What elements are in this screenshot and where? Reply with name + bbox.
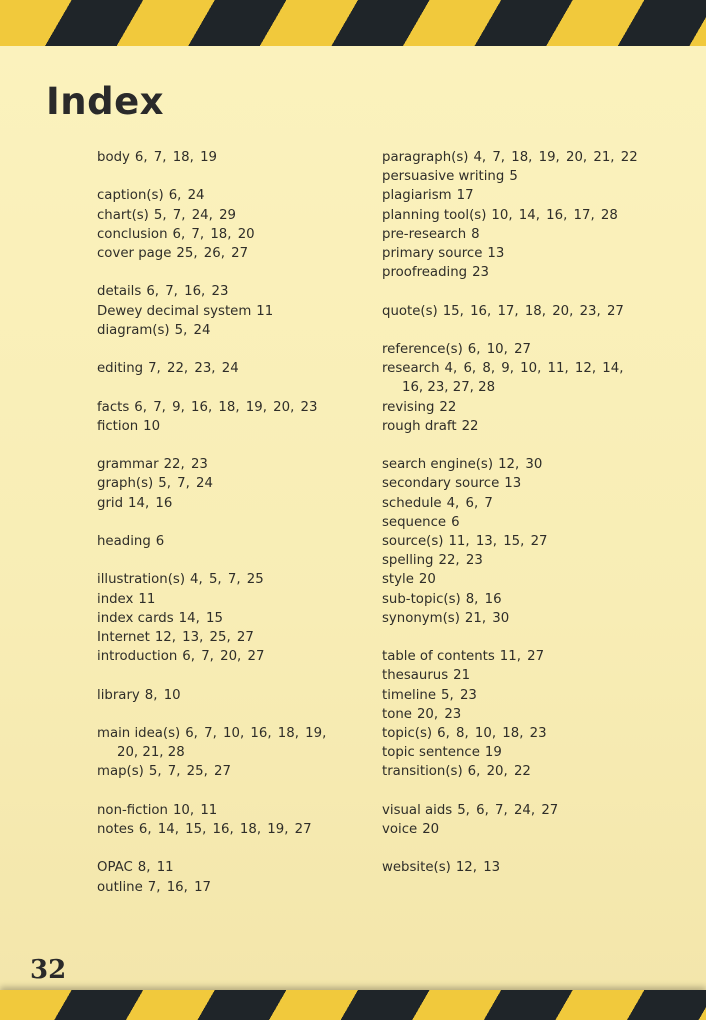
index-term: heading xyxy=(97,533,151,549)
index-entry xyxy=(382,820,662,839)
index-term: chart(s) xyxy=(97,207,149,223)
index-entry xyxy=(382,244,662,263)
index-term: caption(s) xyxy=(97,188,164,204)
index-entry xyxy=(97,244,367,263)
index-term: Dewey decimal system xyxy=(97,303,252,319)
index-pages: 7, 16, 17 xyxy=(147,879,211,895)
index-entry xyxy=(382,186,662,205)
page-number: 32 xyxy=(30,955,67,985)
index-pages: 5, 7, 24, 29 xyxy=(153,207,236,223)
index-entry xyxy=(382,858,662,877)
entry-gap xyxy=(97,551,367,570)
entry-gap xyxy=(97,839,367,858)
index-entry xyxy=(97,359,367,378)
index-entry xyxy=(382,705,662,724)
entry-gap xyxy=(382,628,662,647)
index-entry-continuation: 20, 21, 28 xyxy=(117,745,185,761)
entry-gap xyxy=(97,782,367,801)
index-term: sequence xyxy=(382,514,447,530)
index-pages: 14, 15 xyxy=(178,610,223,626)
index-pages: 12, 30 xyxy=(498,457,543,473)
index-entry xyxy=(382,302,662,321)
entry-gap xyxy=(97,378,367,397)
hazard-stripe-bottom xyxy=(0,990,706,1020)
index-entry xyxy=(382,455,662,474)
index-pages: 4, 5, 7, 25 xyxy=(190,572,264,588)
index-term: Internet xyxy=(97,629,150,645)
index-entry xyxy=(97,455,367,474)
index-term: source(s) xyxy=(382,534,444,550)
index-term: table of contents xyxy=(382,649,495,665)
index-pages: 4, 7, 18, 19, 20, 21, 22 xyxy=(473,150,638,165)
index-pages: 5, 7, 25, 27 xyxy=(148,764,231,780)
index-term: synonym(s) xyxy=(382,610,460,626)
index-entry xyxy=(97,474,367,493)
index-entry xyxy=(382,206,662,225)
index-entry xyxy=(97,686,367,705)
index-entry xyxy=(97,590,367,609)
index-term: voice xyxy=(382,822,418,838)
index-pages: 15, 16, 17, 18, 20, 23, 27 xyxy=(442,303,624,319)
index-entry xyxy=(97,858,367,877)
index-term: persuasive writing xyxy=(382,169,505,185)
index-entry xyxy=(382,225,662,244)
index-term: research xyxy=(382,361,440,377)
index-entry xyxy=(97,532,367,551)
index-term: paragraph(s) xyxy=(382,150,469,165)
index-term: thesaurus xyxy=(382,668,449,684)
index-term: grid xyxy=(97,495,124,511)
index-pages: 7, 22, 23, 24 xyxy=(148,361,239,377)
index-entry xyxy=(97,724,367,743)
entry-gap xyxy=(97,705,367,724)
index-term: illustration(s) xyxy=(97,572,186,588)
index-pages: 22, 23 xyxy=(438,553,483,569)
index-term: revising xyxy=(382,399,435,415)
index-entry xyxy=(97,820,367,839)
entry-gap xyxy=(97,666,367,685)
index-entry xyxy=(382,801,662,820)
index-pages: 5, 6, 7, 24, 27 xyxy=(457,802,559,818)
index-entry xyxy=(382,647,662,666)
index-pages: 22 xyxy=(461,418,479,434)
index-term: reference(s) xyxy=(382,342,463,357)
index-term: rough draft xyxy=(382,418,457,434)
entry-gap xyxy=(382,839,662,858)
index-pages: 11 xyxy=(256,303,274,319)
index-term: index cards xyxy=(97,610,174,626)
index-term: sub-topic(s) xyxy=(382,591,461,607)
index-entry xyxy=(97,762,367,781)
index-pages: 10, 14, 16, 17, 28 xyxy=(491,207,618,223)
index-pages: 5, 24 xyxy=(174,322,211,338)
index-entry xyxy=(97,398,367,417)
index-pages: 12, 13, 25, 27 xyxy=(154,629,254,645)
index-pages: 20 xyxy=(422,822,440,838)
index-pages: 6 xyxy=(155,533,165,549)
index-pages: 22, 23 xyxy=(163,457,208,473)
index-term: topic sentence xyxy=(382,745,480,761)
index-pages: 6, 7, 10, 16, 18, 19, xyxy=(185,725,327,741)
index-pages: 21 xyxy=(453,668,471,684)
index-term: facts xyxy=(97,399,130,415)
entry-gap xyxy=(97,513,367,532)
index-term: graph(s) xyxy=(97,476,154,492)
index-pages: 5, 7, 24 xyxy=(158,476,213,492)
index-term: details xyxy=(97,284,142,300)
index-entry xyxy=(382,148,662,167)
index-entry xyxy=(382,532,662,551)
index-pages: 17 xyxy=(456,188,474,204)
index-pages: 5, 23 xyxy=(441,687,477,703)
index-term: diagram(s) xyxy=(97,322,170,338)
index-pages: 8, 10 xyxy=(144,687,181,703)
index-term: library xyxy=(97,687,140,703)
index-entry xyxy=(97,878,367,897)
index-entry-continuation: 16, 23, 27, 28 xyxy=(402,380,496,396)
index-pages: 6, 7, 9, 16, 18, 19, 20, 23 xyxy=(134,399,318,415)
index-pages: 12, 13 xyxy=(455,860,501,876)
index-pages: 23 xyxy=(472,265,489,281)
index-entry xyxy=(97,609,367,628)
index-pages: 6, 14, 15, 16, 18, 19, 27 xyxy=(138,821,312,837)
entry-gap xyxy=(382,321,662,340)
entry-gap xyxy=(382,436,662,455)
index-entry xyxy=(382,263,662,282)
index-pages: 8, 11 xyxy=(137,860,174,876)
index-term: plagiarism xyxy=(382,188,452,204)
index-term: quote(s) xyxy=(382,303,438,319)
index-term: notes xyxy=(97,821,134,837)
index-term: style xyxy=(382,572,414,588)
index-term: body xyxy=(97,150,130,165)
index-term: non-fiction xyxy=(97,802,168,818)
index-pages: 6, 24 xyxy=(168,188,205,204)
index-entry xyxy=(382,340,662,359)
index-entry xyxy=(382,551,662,570)
index-entry xyxy=(97,321,367,340)
index-term: primary source xyxy=(382,246,483,262)
index-term: search engine(s) xyxy=(382,457,494,473)
index-pages: 22 xyxy=(439,399,457,415)
index-entry xyxy=(97,417,367,436)
index-term: visual aids xyxy=(382,802,453,818)
index-pages: 4, 6, 8, 9, 10, 11, 12, 14, xyxy=(444,361,624,377)
index-term: conclusion xyxy=(97,226,168,242)
index-term: secondary source xyxy=(382,476,500,492)
index-pages: 11 xyxy=(138,591,156,607)
index-entry xyxy=(97,647,367,666)
index-term: OPAC xyxy=(97,860,133,876)
index-pages: 11, 13, 15, 27 xyxy=(448,534,548,550)
index-entry xyxy=(97,628,367,647)
index-term: index xyxy=(97,591,134,607)
index-pages: 14, 16 xyxy=(128,495,173,511)
index-term: pre-research xyxy=(382,226,467,242)
index-pages: 6, 10, 27 xyxy=(467,342,532,357)
index-term: timeline xyxy=(382,687,437,703)
index-entry xyxy=(382,590,662,609)
index-term: outline xyxy=(97,879,143,895)
index-entry xyxy=(97,282,367,301)
index-term: spelling xyxy=(382,553,434,569)
entry-gap xyxy=(97,340,367,359)
page-title: Index xyxy=(46,80,165,123)
index-term: editing xyxy=(97,361,144,377)
index-pages: 6, 8, 10, 18, 23 xyxy=(437,726,547,742)
index-entry xyxy=(97,148,367,167)
index-pages: 6, 7, 16, 23 xyxy=(146,284,229,300)
index-column-left xyxy=(97,148,367,897)
index-term: website(s) xyxy=(382,860,451,876)
index-pages: 8 xyxy=(471,226,480,242)
index-entry xyxy=(97,570,367,589)
index-entry xyxy=(97,186,367,205)
index-entry xyxy=(382,686,662,705)
index-pages: 19 xyxy=(484,745,502,761)
hazard-stripe-top xyxy=(0,0,706,46)
index-pages: 21, 30 xyxy=(464,610,510,626)
index-term: introduction xyxy=(97,649,178,665)
index-pages: 20 xyxy=(418,572,436,588)
entry-gap xyxy=(97,436,367,455)
index-entry xyxy=(382,359,662,378)
index-pages: 13 xyxy=(504,476,522,492)
index-entry xyxy=(382,762,662,781)
index-pages: 20, 23 xyxy=(416,706,462,722)
index-term: grammar xyxy=(97,457,159,473)
index-entry xyxy=(97,206,367,225)
index-term: planning tool(s) xyxy=(382,207,487,223)
entry-gap xyxy=(382,282,662,301)
index-entry xyxy=(97,302,367,321)
index-pages: 6, 7, 18, 19 xyxy=(134,150,218,165)
index-pages: 13 xyxy=(487,246,505,262)
index-entry xyxy=(382,513,662,532)
index-entry xyxy=(97,801,367,820)
index-term: map(s) xyxy=(97,764,144,780)
index-entry xyxy=(382,494,662,513)
index-term: proofreading xyxy=(382,265,468,281)
index-column-right xyxy=(382,148,662,878)
index-term: transition(s) xyxy=(382,764,463,780)
index-term: topic(s) xyxy=(382,726,433,742)
entry-gap xyxy=(97,167,367,186)
index-pages: 25, 26, 27 xyxy=(176,246,249,261)
index-pages: 6, 20, 22 xyxy=(467,764,531,780)
index-term: main idea(s) xyxy=(97,725,181,741)
index-pages: 6 xyxy=(451,514,460,530)
entry-gap xyxy=(97,263,367,282)
index-pages: 4, 6, 7 xyxy=(446,495,493,511)
index-entry xyxy=(382,570,662,589)
entry-gap xyxy=(382,782,662,801)
index-pages: 11, 27 xyxy=(499,649,545,665)
index-term: fiction xyxy=(97,418,139,434)
index-entry xyxy=(382,743,662,762)
index-entry xyxy=(382,398,662,417)
index-pages: 6, 7, 18, 20 xyxy=(172,226,255,242)
index-entry xyxy=(382,417,662,436)
index-entry xyxy=(97,225,367,244)
index-term: cover page xyxy=(97,246,172,261)
index-term: tone xyxy=(382,706,412,722)
index-pages: 8, 16 xyxy=(465,591,502,607)
index-pages: 10 xyxy=(143,418,161,434)
index-entry xyxy=(97,494,367,513)
index-term: schedule xyxy=(382,495,442,511)
index-entry xyxy=(382,666,662,685)
index-pages: 6, 7, 20, 27 xyxy=(182,649,265,665)
index-pages: 5 xyxy=(509,169,518,185)
index-entry xyxy=(382,724,662,743)
index-pages: 10, 11 xyxy=(172,802,218,818)
index-entry xyxy=(382,609,662,628)
index-entry xyxy=(382,167,662,186)
index-entry xyxy=(382,474,662,493)
